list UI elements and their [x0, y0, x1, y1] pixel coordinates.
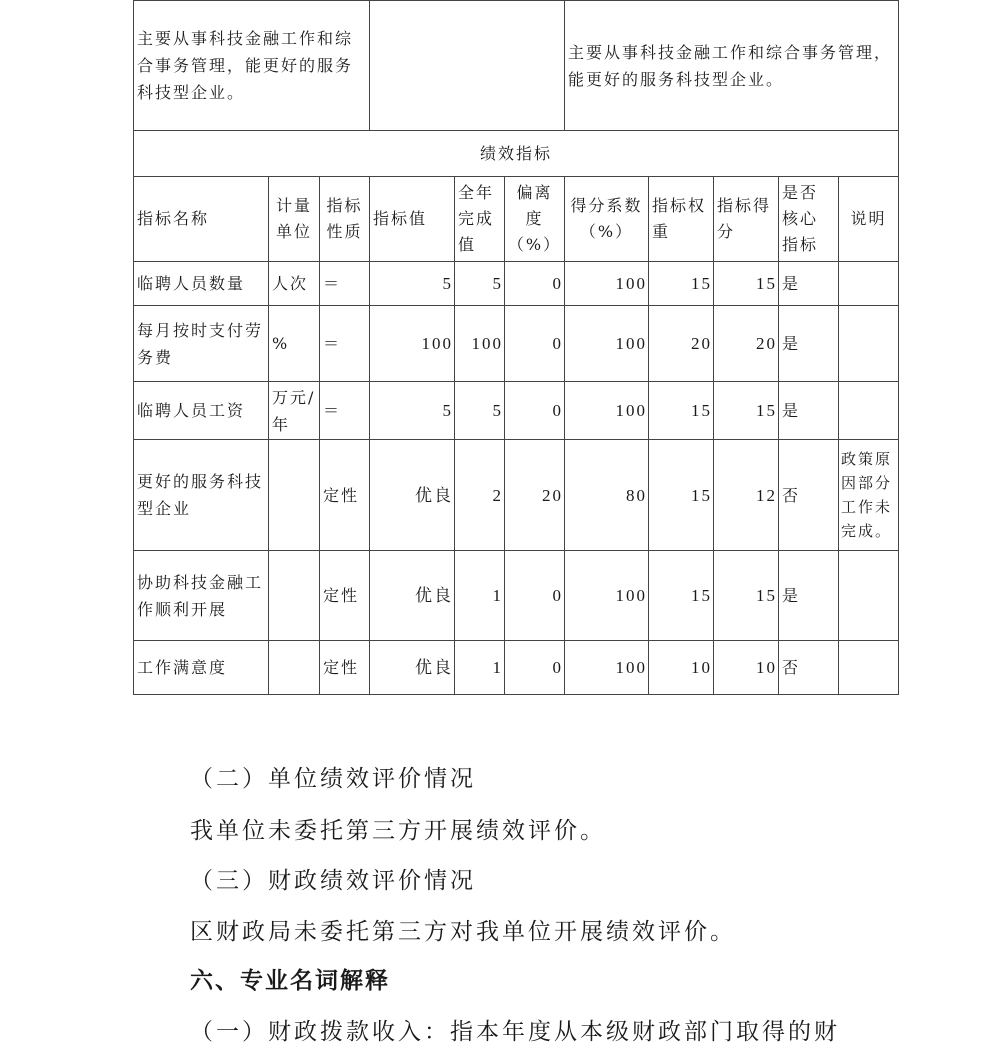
table-cell-nature-text: ＝	[323, 274, 342, 293]
column-header-text: 计量单位	[275, 196, 312, 241]
table-cell-deviation	[504, 305, 565, 382]
table-cell-score-text: 12	[756, 485, 777, 505]
column-header-text: 指标值	[373, 209, 428, 228]
table-cell-note	[838, 439, 899, 551]
table-cell-nature	[319, 550, 370, 641]
table-cell-score-text: 10	[756, 658, 777, 677]
table-cell-weight-text: 15	[691, 485, 712, 505]
table-cell-deviation-text: 0	[552, 658, 563, 677]
term-1-text: 指本年度从本级财政部门取得的财	[450, 1019, 840, 1045]
table-cell-core-text: 是	[782, 274, 801, 293]
table-cell-name	[133, 261, 269, 306]
table-cell-nature-text: 定性	[323, 658, 360, 677]
column-header-text: 指标性质	[326, 196, 363, 241]
column-header	[713, 176, 779, 262]
table-cell-score-text: 15	[756, 586, 777, 605]
table-cell-target-text: 优良	[415, 586, 453, 605]
column-header	[268, 176, 320, 262]
table-cell-name	[133, 439, 269, 551]
table-cell-name-text: 每月按时支付劳务费	[137, 320, 264, 367]
term-1-label: （一）财政拨款收入：	[190, 1019, 450, 1045]
goal-cell-right	[564, 0, 899, 131]
table-cell-note	[838, 381, 899, 440]
table-cell-score	[713, 640, 779, 695]
table-cell-target	[369, 261, 455, 306]
table-cell-core	[778, 439, 839, 551]
table-cell-score	[713, 439, 779, 551]
table-cell-actual	[454, 305, 505, 382]
column-header-text: 得分系数（%）	[570, 196, 643, 241]
table-cell-weight	[648, 550, 714, 641]
column-header-text: 是否核心指标	[782, 183, 819, 254]
table-cell-coef	[564, 381, 649, 440]
table-cell-core	[778, 261, 839, 306]
table-cell-score	[713, 305, 779, 382]
table-cell-actual-text: 1	[492, 658, 503, 677]
column-header	[838, 176, 899, 262]
table-cell-core	[778, 305, 839, 382]
table-cell-actual	[454, 640, 505, 695]
table-cell-actual-text: 100	[471, 334, 503, 353]
table-cell-note	[838, 261, 899, 306]
column-header-text: 指标名称	[137, 209, 210, 228]
table-cell-note	[838, 550, 899, 641]
table-cell-unit	[268, 305, 320, 382]
table-cell-score-text: 15	[756, 274, 777, 293]
table-cell-weight-text: 20	[691, 334, 712, 353]
table-cell-unit	[268, 381, 320, 440]
table-cell-deviation-text: 0	[552, 334, 563, 353]
table-cell-target	[369, 381, 455, 440]
table-cell-nature-text: 定性	[323, 586, 360, 605]
table-cell-core	[778, 550, 839, 641]
table-cell-weight-text: 15	[691, 274, 712, 293]
table-cell-name	[133, 640, 269, 695]
table-cell-score	[713, 261, 779, 306]
table-cell-coef	[564, 640, 649, 695]
table-cell-name-text: 更好的服务科技型企业	[137, 472, 264, 518]
goal-cell-left	[133, 0, 370, 131]
table-cell-target	[369, 640, 455, 695]
section-6-heading: 六、专业名词解释	[190, 968, 390, 994]
table-cell-deviation	[504, 640, 565, 695]
table-cell-name-text: 临聘人员数量	[137, 274, 246, 293]
table-cell-name-text: 协助科技金融工作顺利开展	[137, 572, 264, 619]
table-cell-actual	[454, 439, 505, 551]
column-header	[454, 176, 505, 262]
table-cell-score	[713, 381, 779, 440]
table-cell-score-text: 15	[756, 401, 777, 420]
table-cell-weight	[648, 640, 714, 695]
section-title-cell-text: 绩效指标	[479, 144, 552, 163]
table-cell-target-text: 优良	[415, 485, 453, 505]
column-header	[133, 176, 269, 262]
table-cell-weight-text: 10	[691, 658, 712, 677]
table-cell-core	[778, 640, 839, 695]
table-cell-nature	[319, 381, 370, 440]
column-header-text: 说明	[850, 209, 887, 228]
table-cell-target-text: 优良	[415, 658, 453, 677]
table-cell-deviation	[504, 550, 565, 641]
column-header-text: 全年完成值	[458, 183, 495, 254]
table-cell-weight-text: 15	[691, 401, 712, 420]
table-cell-name-text: 临聘人员工资	[137, 401, 246, 420]
goal-cell-right-text: 主要从事科技金融工作和综合事务管理，能更好的服务科技型企业。	[568, 42, 893, 89]
table-cell-deviation	[504, 261, 565, 306]
column-header	[369, 176, 455, 262]
table-cell-nature	[319, 261, 370, 306]
table-cell-weight	[648, 305, 714, 382]
column-header	[778, 176, 839, 262]
table-cell-nature	[319, 640, 370, 695]
table-cell-core-text: 是	[782, 586, 801, 605]
column-header-text: 偏离度（%）	[507, 183, 562, 254]
table-cell-score	[713, 550, 779, 641]
table-cell-core-text: 否	[782, 485, 801, 505]
table-cell-unit	[268, 261, 320, 306]
table-cell-weight	[648, 381, 714, 440]
subsection-2-text: 我单位未委托第三方开展绩效评价。	[190, 818, 606, 844]
performance-table	[133, 0, 898, 694]
column-header	[319, 176, 370, 262]
subsection-3-text: 区财政局未委托第三方对我单位开展绩效评价。	[190, 919, 736, 945]
table-cell-name	[133, 381, 269, 440]
subsection-2-heading: （二）单位绩效评价情况	[190, 766, 476, 792]
table-cell-name-text: 工作满意度	[137, 658, 228, 677]
table-cell-actual-text: 5	[492, 274, 503, 293]
column-header-text: 指标权重	[652, 196, 707, 241]
table-cell-coef-text: 100	[615, 658, 647, 677]
column-header	[504, 176, 565, 262]
table-cell-nature-text: ＝	[323, 334, 342, 353]
table-cell-target	[369, 550, 455, 641]
table-cell-nature-text: 定性	[323, 485, 360, 505]
table-cell-actual-text: 2	[492, 485, 503, 505]
table-cell-core	[778, 381, 839, 440]
table-cell-coef-text: 100	[615, 274, 647, 293]
column-header	[648, 176, 714, 262]
term-1	[190, 1013, 840, 1046]
table-cell-nature	[319, 305, 370, 382]
table-cell-unit	[268, 640, 320, 695]
table-cell-deviation	[504, 439, 565, 551]
table-cell-score-text: 20	[756, 334, 777, 353]
table-cell-deviation-text: 0	[552, 401, 563, 420]
table-cell-target-text: 100	[421, 334, 453, 353]
table-cell-weight	[648, 261, 714, 306]
table-cell-actual-text: 5	[492, 401, 503, 420]
column-header	[564, 176, 649, 262]
table-cell-weight	[648, 439, 714, 551]
section-title-cell	[133, 130, 899, 177]
table-cell-nature	[319, 439, 370, 551]
table-cell-deviation-text: 20	[542, 485, 563, 505]
table-cell-core-text: 是	[782, 401, 801, 420]
table-cell-deviation-text: 0	[552, 274, 563, 293]
table-cell-actual	[454, 261, 505, 306]
table-cell-coef-text: 80	[626, 485, 647, 505]
table-cell-coef-text: 100	[615, 401, 647, 420]
table-cell-actual	[454, 550, 505, 641]
table-cell-unit-text: %	[272, 334, 290, 353]
table-cell-unit	[268, 439, 320, 551]
goal-cell-middle	[369, 0, 565, 131]
subsection-3-heading: （三）财政绩效评价情况	[190, 868, 476, 894]
table-cell-note-text: 政策原因部分工作未完成。	[841, 450, 893, 540]
table-cell-actual-text: 1	[492, 586, 503, 605]
table-cell-coef	[564, 439, 649, 551]
table-cell-name	[133, 305, 269, 382]
table-cell-unit-text: 人次	[272, 274, 309, 293]
table-cell-target-text: 5	[442, 401, 453, 420]
table-cell-deviation-text: 0	[552, 586, 563, 605]
table-cell-coef	[564, 550, 649, 641]
table-cell-unit-text: 万元/年	[272, 387, 316, 434]
table-cell-note	[838, 640, 899, 695]
table-cell-core-text: 是	[782, 334, 801, 353]
table-cell-target-text: 5	[442, 274, 453, 293]
goal-cell-left-text: 主要从事科技金融工作和综合事务管理，能更好的服务科技型企业。	[137, 29, 354, 102]
table-cell-name	[133, 550, 269, 641]
table-cell-coef	[564, 305, 649, 382]
table-cell-coef-text: 100	[615, 334, 647, 353]
table-cell-actual	[454, 381, 505, 440]
table-cell-unit	[268, 550, 320, 641]
table-cell-note	[838, 305, 899, 382]
table-cell-core-text: 否	[782, 658, 801, 677]
table-cell-target	[369, 305, 455, 382]
table-cell-weight-text: 15	[691, 586, 712, 605]
table-cell-target	[369, 439, 455, 551]
table-cell-coef	[564, 261, 649, 306]
column-header-text: 指标得分	[717, 196, 772, 241]
table-cell-coef-text: 100	[615, 586, 647, 605]
table-cell-nature-text: ＝	[323, 401, 342, 420]
table-cell-deviation	[504, 381, 565, 440]
